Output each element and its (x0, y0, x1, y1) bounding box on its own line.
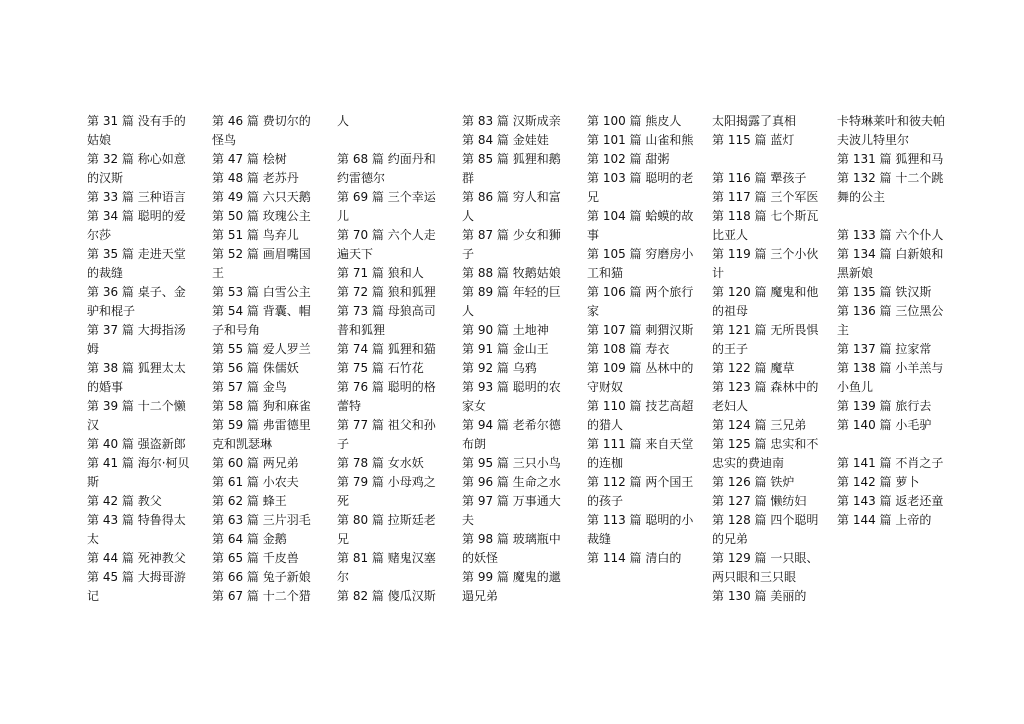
story-entry: 第 59 篇 弗雷德里克和凯瑟琳 (212, 418, 311, 451)
story-entry: 第 33 篇 三种语言 (87, 190, 186, 204)
story-entry: 第 139 篇 旅行去 (837, 399, 932, 413)
story-entry: 第 57 篇 金鸟 (212, 380, 287, 394)
story-entry: 第 110 篇 技艺高超的猎人 (587, 399, 694, 432)
story-entry: 第 95 篇 三只小鸟 (462, 456, 561, 470)
story-entry: 第 43 篇 特鲁得太太 (87, 513, 186, 546)
story-entry: 第 128 篇 四个聪明的兄弟 (712, 513, 819, 546)
story-entry: 第 62 篇 蜂王 (212, 494, 287, 508)
story-entry: 第 32 篇 称心如意的汉斯 (87, 152, 186, 185)
story-entry: 第 137 篇 拉家常 (837, 342, 932, 356)
story-entry: 第 116 篇 犟孩子 (712, 171, 807, 185)
story-entry: 第 123 篇 森林中的老妇人 (712, 380, 819, 413)
story-entry: 第 69 篇 三个幸运儿 (337, 190, 436, 223)
story-entry: 第 144 篇 上帝的 (837, 513, 932, 527)
story-entry: 第 81 篇 赌鬼汉塞尔 (337, 551, 436, 584)
story-entry: 第 102 篇 甜粥 (587, 152, 670, 166)
story-entry: 第 86 篇 穷人和富人 (462, 190, 561, 223)
story-entry: 第 101 篇 山雀和熊 (587, 133, 694, 147)
story-entry: 第 54 篇 背囊、帽子和号角 (212, 304, 311, 337)
story-entry: 第 64 篇 金鹅 (212, 532, 287, 546)
story-entry: 第 78 篇 女水妖 (337, 456, 424, 470)
story-entry: 第 50 篇 玫瑰公主 (212, 209, 311, 223)
story-entry: 第 40 篇 强盗新郎 (87, 437, 186, 451)
column-7 (837, 112, 962, 530)
story-entry: 第 79 篇 小母鸡之死 (337, 475, 436, 508)
story-entry: 第 38 篇 狐狸太太的婚事 (87, 361, 186, 394)
story-entry: 第 121 篇 无所畏惧的王子 (712, 323, 819, 356)
story-entry: 第 44 篇 死神教父 (87, 551, 186, 565)
blank-line (837, 435, 962, 454)
column-4 (462, 112, 587, 606)
story-entry: 第 99 篇 魔鬼的邋遢兄弟 (462, 570, 561, 603)
story-entry: 第 61 篇 小农夫 (212, 475, 299, 489)
story-entry: 第 52 篇 画眉嘴国王 (212, 247, 311, 280)
story-entry: 第 88 篇 牧鹅姑娘 (462, 266, 561, 280)
story-entry: 第 136 篇 三位黑公主 (837, 304, 944, 337)
story-entry: 第 71 篇 狼和人 (337, 266, 424, 280)
story-entry: 第 75 篇 石竹花 (337, 361, 424, 375)
story-entry: 第 41 篇 海尔·柯贝斯 (87, 456, 190, 489)
story-entry: 第 87 篇 少女和狮子 (462, 228, 561, 261)
story-entry: 第 135 篇 铁汉斯 (837, 285, 932, 299)
story-entry: 第 125 篇 忠实和不忠实的费迪南 (712, 437, 819, 470)
story-entry: 第 36 篇 桌子、金驴和棍子 (87, 285, 186, 318)
blank-line (837, 207, 962, 226)
story-entry: 第 91 篇 金山王 (462, 342, 549, 356)
story-entry: 第 60 篇 两兄弟 (212, 456, 299, 470)
story-entry: 第 55 篇 爱人罗兰 (212, 342, 311, 356)
story-entry: 第 96 篇 生命之水 (462, 475, 561, 489)
story-entry: 第 58 篇 狗和麻雀 (212, 399, 311, 413)
blank-line (337, 131, 462, 150)
story-entry: 第 141 篇 不肖之子 (837, 456, 944, 470)
story-entry: 第 98 篇 玻璃瓶中的妖怪 (462, 532, 561, 565)
story-entry: 第 84 篇 金娃娃 (462, 133, 549, 147)
story-entry: 卡特琳莱叶和彼夫帕夫波儿特里尔 (837, 114, 946, 147)
story-entry: 第 65 篇 千皮兽 (212, 551, 299, 565)
column-5 (587, 112, 712, 568)
story-entry: 第 66 篇 兔子新娘 (212, 570, 311, 584)
story-entry: 第 106 篇 两个旅行家 (587, 285, 694, 318)
story-entry: 第 130 篇 美丽的 (712, 589, 807, 603)
story-index (87, 112, 962, 606)
story-entry: 第 119 篇 三个小伙计 (712, 247, 819, 280)
column-1 (87, 112, 212, 606)
story-entry: 第 76 篇 聪明的格蕾特 (337, 380, 436, 413)
story-entry: 第 124 篇 三兄弟 (712, 418, 807, 432)
story-entry: 第 143 篇 返老还童 (837, 494, 944, 508)
story-entry: 第 104 篇 蛤蟆的故事 (587, 209, 694, 242)
story-entry: 第 53 篇 白雪公主 (212, 285, 311, 299)
story-entry: 第 39 篇 十二个懒汉 (87, 399, 186, 432)
story-entry: 第 90 篇 土地神 (462, 323, 549, 337)
story-entry: 第 37 篇 大拇指汤姆 (87, 323, 186, 356)
column-2 (212, 112, 337, 606)
story-entry: 第 122 篇 魔草 (712, 361, 795, 375)
story-entry: 第 115 篇 蓝灯 (712, 133, 795, 147)
story-entry: 第 142 篇 萝卜 (837, 475, 920, 489)
story-entry: 第 83 篇 汉斯成亲 (462, 114, 561, 128)
story-entry: 第 126 篇 铁炉 (712, 475, 795, 489)
story-entry: 第 34 篇 聪明的爱尔莎 (87, 209, 186, 242)
story-entry: 第 74 篇 狐狸和猫 (337, 342, 436, 356)
story-entry: 第 31 篇 没有手的姑娘 (87, 114, 186, 147)
story-entry: 第 133 篇 六个仆人 (837, 228, 944, 242)
story-entry: 太阳揭露了真相 (712, 114, 797, 128)
story-entry: 第 107 篇 刺猬汉斯 (587, 323, 694, 337)
story-entry: 第 100 篇 熊皮人 (587, 114, 682, 128)
story-entry: 第 73 篇 母狼高司普和狐狸 (337, 304, 436, 337)
story-entry: 第 68 篇 约面丹和约雷德尔 (337, 152, 436, 185)
story-entry: 第 117 篇 三个军医 (712, 190, 819, 204)
story-entry: 第 42 篇 教父 (87, 494, 162, 508)
story-entry: 第 134 篇 白新娘和黑新娘 (837, 247, 944, 280)
story-entry: 第 35 篇 走进天堂的裁缝 (87, 247, 186, 280)
story-entry: 第 118 篇 七个斯瓦比亚人 (712, 209, 819, 242)
story-entry: 第 131 篇 狐狸和马 (837, 152, 944, 166)
story-entry: 第 45 篇 大拇哥游记 (87, 570, 186, 603)
story-entry: 第 138 篇 小羊羔与小鱼儿 (837, 361, 944, 394)
story-entry: 第 63 篇 三片羽毛 (212, 513, 311, 527)
story-entry: 第 77 篇 祖父和孙子 (337, 418, 436, 451)
story-entry: 第 108 篇 寿衣 (587, 342, 670, 356)
story-entry: 第 140 篇 小毛驴 (837, 418, 932, 432)
story-entry: 第 72 篇 狼和狐狸 (337, 285, 436, 299)
story-entry: 第 89 篇 年轻的巨人 (462, 285, 561, 318)
column-6 (712, 112, 837, 606)
story-entry: 第 103 篇 聪明的老兄 (587, 171, 694, 204)
story-entry: 第 120 篇 魔鬼和他的祖母 (712, 285, 819, 318)
story-entry: 第 114 篇 清白的 (587, 551, 682, 565)
story-entry: 第 48 篇 老苏丹 (212, 171, 299, 185)
story-entry: 第 67 篇 十二个猎 (212, 589, 311, 603)
story-entry: 第 56 篇 侏儒妖 (212, 361, 299, 375)
story-entry: 第 80 篇 拉斯廷老兄 (337, 513, 436, 546)
story-entry: 第 97 篇 万事通大夫 (462, 494, 561, 527)
blank-line (712, 150, 837, 169)
story-entry: 第 112 篇 两个国王的孩子 (587, 475, 694, 508)
story-entry: 第 46 篇 费切尔的怪鸟 (212, 114, 311, 147)
story-entry: 第 85 篇 狐狸和鹅群 (462, 152, 561, 185)
story-entry: 第 47 篇 桧树 (212, 152, 287, 166)
story-entry: 第 94 篇 老希尔德布朗 (462, 418, 561, 451)
story-entry: 第 113 篇 聪明的小裁缝 (587, 513, 694, 546)
story-entry: 人 (337, 114, 350, 128)
story-entry: 第 70 篇 六个人走遍天下 (337, 228, 436, 261)
story-entry: 第 109 篇 丛林中的守财奴 (587, 361, 694, 394)
story-entry: 第 132 篇 十二个跳舞的公主 (837, 171, 944, 204)
story-entry: 第 111 篇 来自天堂的连枷 (587, 437, 694, 470)
story-entry: 第 127 篇 懒纺妇 (712, 494, 807, 508)
column-3 (337, 112, 462, 606)
story-entry: 第 92 篇 乌鸦 (462, 361, 537, 375)
story-entry: 第 129 篇 一只眼、两只眼和三只眼 (712, 551, 819, 584)
story-entry: 第 82 篇 傻瓜汉斯 (337, 589, 436, 603)
story-entry: 第 93 篇 聪明的农家女 (462, 380, 561, 413)
story-entry: 第 51 篇 鸟弃儿 (212, 228, 299, 242)
story-entry: 第 49 篇 六只天鹅 (212, 190, 311, 204)
story-entry: 第 105 篇 穷磨房小工和猫 (587, 247, 694, 280)
